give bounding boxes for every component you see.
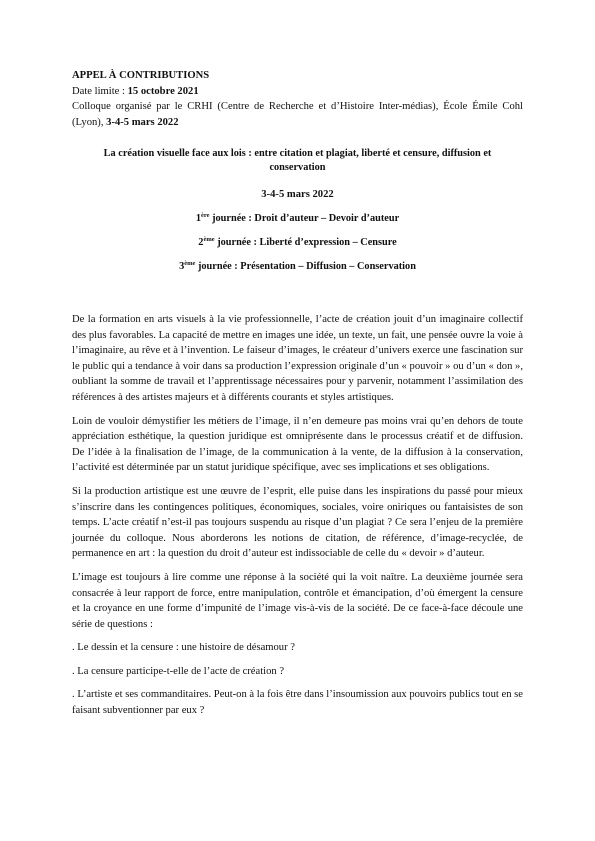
deadline-value: 15 octobre 2021 — [127, 85, 199, 97]
day-1-heading: 1ère journée : Droit d’auteur – Devoir d’auteur — [195, 212, 400, 224]
deadline-line — [72, 84, 523, 100]
paragraph: Loin de vouloir démystifier les métiers de l’image, il n’en demeure pas moins vrai qu’en dehors de toute appréciation esthétique, la question juridique est omniprésente dans le processus créatif et de diffusion. De l’idée à la finalisation de l’image, de la communication à la vente, de la diffusion à la conservation, l’activité est déterminée par un statut juridique spécifique, avec ses implications et ses obligations. — [72, 415, 523, 474]
colloque-dates-heading: 3-4-5 mars 2022 — [261, 189, 334, 200]
day-2-heading: 2ème journée : Liberté d’expression – Censure — [198, 236, 397, 248]
call-header — [72, 68, 523, 130]
deadline-label: Date limite : — [72, 85, 128, 97]
day-3-heading: 3ème journée : Présentation – Diffusion – Conservation — [179, 260, 416, 272]
question-item: . Le dessin et la censure : une histoire de désamour ? — [72, 642, 295, 654]
call-title: APPEL À CONTRIBUTIONS — [72, 70, 210, 81]
question-item: . La censure participe-t-elle de l’acte de création ? — [72, 665, 285, 677]
paragraph: L’image est toujours à lire comme une réponse à la société qui la voit naître. La deuxième journée sera consacrée à leur rapport de force, entre manipulation, contrôle et émancipation, d’où émergent la censure et la croyance en une forme d’impunité de l’image vis-à-vis de la société. De ce face-à-face découle une série de questions : — [72, 571, 523, 630]
question-item: . L’artiste et ses commanditaires. Peut-on à la fois être dans l’insoumission aux pouvoirs publics tout en se faisant subventionner par eux ? — [72, 689, 523, 717]
paragraph: De la formation en arts visuels à la vie professionnelle, l’acte de création jouit d’un imaginaire collectif des plus favorables. La capacité de mettre en images une idée, un texte, un fait, une pensée ouvre la voie à l’imaginaire, au rêve et à l’invention. Le faiseur d’images, le créateur d’univers exerce une fascination sur le public qui a tendance à voir dans sa production l’expression originale d’un « pouvoir » ou d’un « don », oubliant la somme de travail et l’apprentissage nécessaires pour y parvenir, notamment l’assimilation des références à des artistes majeurs et à différents courants et styles artistiques. — [72, 314, 523, 403]
body-text — [72, 312, 523, 719]
colloque-text: Colloque organisé par le CRHI (Centre de Recherche et d’Histoire Inter-médias), École Émile Cohl (Lyon), — [72, 101, 523, 128]
paragraph: Si la production artistique est une œuvre de l’esprit, elle puise dans les inspirations du passé pour mieux s’inscrire dans les contingences politiques, économiques, sociales, voire oniriques ou fantaisistes de son temps. L’acte créatif n’est-il pas toujours suspendu au risque d’un plagiat ? Ce sera l’enjeu de la première journée du colloque. Nous aborderons les notions de citation, de référence, d’image-recyclée, de permanence en art : la question du droit d’auteur est indissociable de celle du « devoir » d’auteur. — [72, 485, 523, 560]
colloque-line — [72, 99, 523, 130]
colloque-dates: 3-4-5 mars 2022 — [106, 116, 179, 128]
colloque-title: La création visuelle face aux lois : entre citation et plagiat, liberté et censure, diffusion et conservation — [103, 148, 492, 173]
